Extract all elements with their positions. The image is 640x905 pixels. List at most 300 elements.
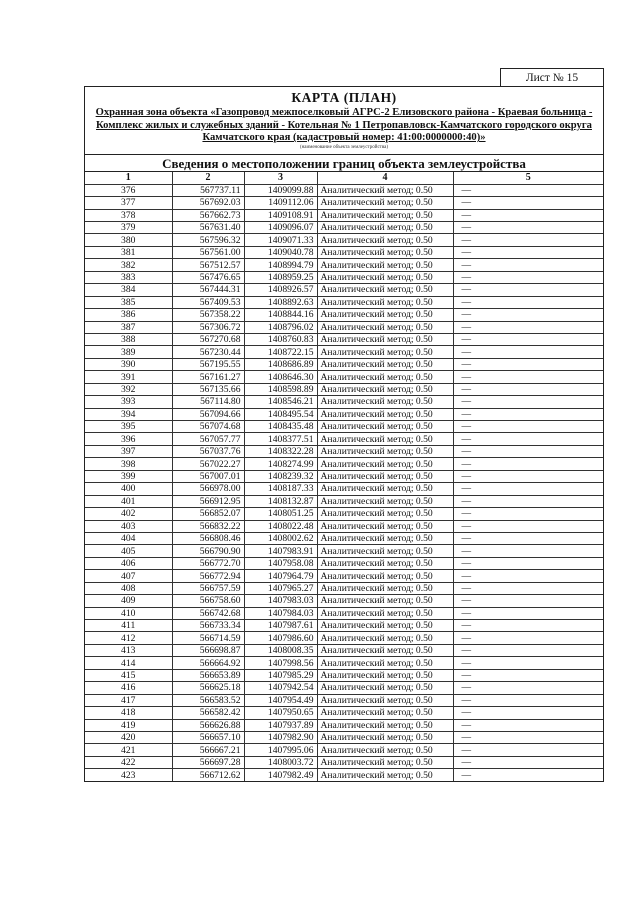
coordinate-x-cell: 566758.60 [172,595,244,607]
point-number-cell: 392 [85,383,172,395]
table-row [85,557,603,569]
table-row [85,532,603,544]
point-number-cell: 391 [85,371,172,383]
coordinate-x-cell: 566625.18 [172,682,244,694]
coordinate-x-cell: 566852.07 [172,508,244,520]
table-row [85,483,603,495]
description-cell: — [453,458,603,470]
coordinate-y-cell: 1408844.16 [244,309,317,321]
description-cell: — [453,595,603,607]
point-number-cell: 401 [85,495,172,507]
coordinate-x-cell: 567135.66 [172,383,244,395]
coordinate-y-cell: 1408274.99 [244,458,317,470]
table-row [85,321,603,333]
coordinate-x-cell: 567512.57 [172,259,244,271]
coordinate-x-cell: 566657.10 [172,731,244,743]
title-block [85,87,603,155]
method-accuracy-cell: Аналитический метод; 0.50 [317,582,453,594]
coordinate-y-cell: 1408002.62 [244,532,317,544]
coordinate-x-cell: 567662.73 [172,209,244,221]
point-number-cell: 390 [85,358,172,370]
coordinate-y-cell: 1408686.89 [244,358,317,370]
coordinate-x-cell: 567409.53 [172,296,244,308]
point-number-cell: 404 [85,532,172,544]
point-number-cell: 410 [85,607,172,619]
point-number-cell: 394 [85,408,172,420]
point-number-cell: 407 [85,570,172,582]
table-row [85,620,603,632]
description-cell: — [453,234,603,246]
method-accuracy-cell: Аналитический метод; 0.50 [317,408,453,420]
coordinate-y-cell: 1407983.91 [244,545,317,557]
point-number-cell: 422 [85,756,172,768]
table-row [85,358,603,370]
description-cell: — [453,396,603,408]
method-accuracy-cell: Аналитический метод; 0.50 [317,632,453,644]
coordinate-x-cell: 566667.21 [172,744,244,756]
coordinate-x-cell: 566912.95 [172,495,244,507]
method-accuracy-cell: Аналитический метод; 0.50 [317,769,453,781]
point-number-cell: 377 [85,197,172,209]
point-number-cell: 415 [85,669,172,681]
table-row [85,657,603,669]
coordinate-x-cell: 566790.90 [172,545,244,557]
method-accuracy-cell: Аналитический метод; 0.50 [317,197,453,209]
object-name-caption: (наименование объекта землеустройства) [299,144,389,150]
table-row [85,222,603,234]
description-cell: — [453,657,603,669]
point-number-cell: 412 [85,632,172,644]
table-row [85,184,603,196]
method-accuracy-cell: Аналитический метод; 0.50 [317,421,453,433]
point-number-cell: 388 [85,333,172,345]
coordinate-x-cell: 566978.00 [172,483,244,495]
description-cell: — [453,333,603,345]
description-cell: — [453,483,603,495]
point-number-cell: 396 [85,433,172,445]
table-row [85,682,603,694]
method-accuracy-cell: Аналитический метод; 0.50 [317,358,453,370]
method-accuracy-cell: Аналитический метод; 0.50 [317,396,453,408]
coordinate-x-cell: 567230.44 [172,346,244,358]
point-number-cell: 386 [85,309,172,321]
description-cell: — [453,669,603,681]
coordinate-y-cell: 1408646.30 [244,371,317,383]
method-accuracy-cell: Аналитический метод; 0.50 [317,483,453,495]
point-number-cell: 385 [85,296,172,308]
table-row [85,495,603,507]
description-cell: — [453,520,603,532]
description-cell: — [453,508,603,520]
coordinate-y-cell: 1408377.51 [244,433,317,445]
description-cell: — [453,495,603,507]
description-cell: — [453,408,603,420]
coordinate-y-cell: 1408994.79 [244,259,317,271]
table-row [85,508,603,520]
description-cell: — [453,271,603,283]
coordinate-x-cell: 567195.55 [172,358,244,370]
method-accuracy-cell: Аналитический метод; 0.50 [317,246,453,258]
coordinate-x-cell: 566772.94 [172,570,244,582]
coordinate-x-cell: 566757.59 [172,582,244,594]
point-number-cell: 400 [85,483,172,495]
method-accuracy-cell: Аналитический метод; 0.50 [317,657,453,669]
point-number-cell: 397 [85,445,172,457]
table-row [85,346,603,358]
coordinate-x-cell: 566714.59 [172,632,244,644]
method-accuracy-cell: Аналитический метод; 0.50 [317,309,453,321]
coordinate-y-cell: 1409112.06 [244,197,317,209]
point-number-cell: 402 [85,508,172,520]
table-row [85,271,603,283]
method-accuracy-cell: Аналитический метод; 0.50 [317,371,453,383]
point-number-cell: 387 [85,321,172,333]
method-accuracy-cell: Аналитический метод; 0.50 [317,707,453,719]
coordinate-x-cell: 567631.40 [172,222,244,234]
coordinate-x-cell: 567358.22 [172,309,244,321]
description-cell: — [453,620,603,632]
table-row [85,383,603,395]
sheet-number: Лист № 15 [500,68,604,86]
table-row [85,246,603,258]
coordinate-y-cell: 1409040.78 [244,246,317,258]
coordinate-x-cell: 567022.27 [172,458,244,470]
table-row [85,570,603,582]
table-header-row [85,172,603,184]
method-accuracy-cell: Аналитический метод; 0.50 [317,271,453,283]
coordinate-y-cell: 1407995.06 [244,744,317,756]
coordinate-y-cell: 1408722.15 [244,346,317,358]
table-row [85,632,603,644]
coordinates-table [85,172,603,781]
point-number-cell: 393 [85,396,172,408]
description-cell: — [453,744,603,756]
table-row [85,669,603,681]
table-row [85,582,603,594]
description-cell: — [453,383,603,395]
method-accuracy-cell: Аналитический метод; 0.50 [317,682,453,694]
coordinate-x-cell: 567737.11 [172,184,244,196]
point-number-cell: 403 [85,520,172,532]
coordinate-x-cell: 567270.68 [172,333,244,345]
method-accuracy-cell: Аналитический метод; 0.50 [317,570,453,582]
coordinate-x-cell: 566698.87 [172,644,244,656]
table-row [85,408,603,420]
coordinate-y-cell: 1407942.54 [244,682,317,694]
method-accuracy-cell: Аналитический метод; 0.50 [317,321,453,333]
description-cell: — [453,570,603,582]
coordinate-y-cell: 1407984.03 [244,607,317,619]
coordinate-x-cell: 567037.76 [172,445,244,457]
point-number-cell: 378 [85,209,172,221]
coordinate-x-cell: 566626.88 [172,719,244,731]
method-accuracy-cell: Аналитический метод; 0.50 [317,520,453,532]
table-row [85,694,603,706]
point-number-cell: 421 [85,744,172,756]
coordinate-x-cell: 567057.77 [172,433,244,445]
method-accuracy-cell: Аналитический метод; 0.50 [317,508,453,520]
description-cell: — [453,707,603,719]
coordinate-y-cell: 1407985.29 [244,669,317,681]
coordinate-y-cell: 1409108.91 [244,209,317,221]
table-row [85,756,603,768]
coordinate-y-cell: 1407937.89 [244,719,317,731]
coordinate-y-cell: 1408008.35 [244,644,317,656]
coordinate-y-cell: 1408892.63 [244,296,317,308]
description-cell: — [453,545,603,557]
table-row [85,520,603,532]
coordinate-y-cell: 1407982.49 [244,769,317,781]
table-row [85,744,603,756]
table-row [85,644,603,656]
table-row [85,421,603,433]
coordinate-y-cell: 1408926.57 [244,284,317,296]
coordinate-x-cell: 567094.66 [172,408,244,420]
method-accuracy-cell: Аналитический метод; 0.50 [317,296,453,308]
coordinate-y-cell: 1408495.54 [244,408,317,420]
table-row [85,333,603,345]
table-row [85,769,603,781]
method-accuracy-cell: Аналитический метод; 0.50 [317,284,453,296]
method-accuracy-cell: Аналитический метод; 0.50 [317,445,453,457]
description-cell: — [453,769,603,781]
point-number-cell: 408 [85,582,172,594]
method-accuracy-cell: Аналитический метод; 0.50 [317,259,453,271]
description-cell: — [453,582,603,594]
description-cell: — [453,421,603,433]
table-row [85,719,603,731]
point-number-cell: 423 [85,769,172,781]
description-cell: — [453,532,603,544]
point-number-cell: 389 [85,346,172,358]
column-header: 5 [453,172,603,184]
table-row [85,234,603,246]
description-cell: — [453,209,603,221]
description-cell: — [453,358,603,370]
method-accuracy-cell: Аналитический метод; 0.50 [317,532,453,544]
table-row [85,607,603,619]
point-number-cell: 395 [85,421,172,433]
point-number-cell: 411 [85,620,172,632]
table-row [85,296,603,308]
column-header: 2 [172,172,244,184]
point-number-cell: 409 [85,595,172,607]
method-accuracy-cell: Аналитический метод; 0.50 [317,557,453,569]
description-cell: — [453,557,603,569]
point-number-cell: 399 [85,470,172,482]
method-accuracy-cell: Аналитический метод; 0.50 [317,607,453,619]
coordinate-x-cell: 566733.34 [172,620,244,632]
point-number-cell: 413 [85,644,172,656]
table-row [85,545,603,557]
method-accuracy-cell: Аналитический метод; 0.50 [317,644,453,656]
column-header: 1 [85,172,172,184]
method-accuracy-cell: Аналитический метод; 0.50 [317,346,453,358]
description-cell: — [453,607,603,619]
coordinate-y-cell: 1408051.25 [244,508,317,520]
description-cell: — [453,644,603,656]
point-number-cell: 398 [85,458,172,470]
coordinate-x-cell: 567161.27 [172,371,244,383]
coordinate-y-cell: 1408022.48 [244,520,317,532]
method-accuracy-cell: Аналитический метод; 0.50 [317,222,453,234]
table-row [85,371,603,383]
coordinate-y-cell: 1408796.02 [244,321,317,333]
point-number-cell: 419 [85,719,172,731]
description-cell: — [453,719,603,731]
table-row [85,396,603,408]
method-accuracy-cell: Аналитический метод; 0.50 [317,470,453,482]
coordinate-x-cell: 566653.89 [172,669,244,681]
coordinate-x-cell: 567007.01 [172,470,244,482]
coordinate-x-cell: 567444.31 [172,284,244,296]
coordinate-y-cell: 1409096.07 [244,222,317,234]
coordinate-y-cell: 1407954.49 [244,694,317,706]
coordinate-y-cell: 1408239.32 [244,470,317,482]
table-row [85,470,603,482]
coordinate-x-cell: 567114.80 [172,396,244,408]
table-row [85,197,603,209]
point-number-cell: 383 [85,271,172,283]
coordinate-y-cell: 1408760.83 [244,333,317,345]
document-frame [84,86,604,782]
point-number-cell: 379 [85,222,172,234]
table-row [85,433,603,445]
method-accuracy-cell: Аналитический метод; 0.50 [317,495,453,507]
point-number-cell: 417 [85,694,172,706]
coordinate-y-cell: 1408598.89 [244,383,317,395]
description-cell: — [453,632,603,644]
column-header: 4 [317,172,453,184]
coordinate-x-cell: 566772.70 [172,557,244,569]
coordinate-x-cell: 566664.92 [172,657,244,669]
coordinate-y-cell: 1408187.33 [244,483,317,495]
point-number-cell: 405 [85,545,172,557]
coordinate-y-cell: 1409099.88 [244,184,317,196]
coordinate-y-cell: 1409071.33 [244,234,317,246]
description-cell: — [453,756,603,768]
description-cell: — [453,259,603,271]
coordinate-y-cell: 1408003.72 [244,756,317,768]
object-name: Охранная зона объекта «Газопровод межпоселковый АГРС-2 Елизовского района - Краевая больница - Комплекс жилых и служебных зданий - Котельная № 1 Петропавловск-Камчатского городского округа Камчатского края (кадастровый номер: 41:00:0000000:40)» [95,107,593,144]
coordinate-x-cell: 566583.52 [172,694,244,706]
point-number-cell: 420 [85,731,172,743]
table-row [85,284,603,296]
point-number-cell: 418 [85,707,172,719]
method-accuracy-cell: Аналитический метод; 0.50 [317,209,453,221]
coordinate-x-cell: 566742.68 [172,607,244,619]
point-number-cell: 416 [85,682,172,694]
coordinate-y-cell: 1407983.03 [244,595,317,607]
description-cell: — [453,284,603,296]
method-accuracy-cell: Аналитический метод; 0.50 [317,620,453,632]
method-accuracy-cell: Аналитический метод; 0.50 [317,595,453,607]
coordinate-x-cell: 566697.28 [172,756,244,768]
coordinate-y-cell: 1407987.61 [244,620,317,632]
point-number-cell: 384 [85,284,172,296]
table-row [85,595,603,607]
table-row [85,259,603,271]
method-accuracy-cell: Аналитический метод; 0.50 [317,383,453,395]
method-accuracy-cell: Аналитический метод; 0.50 [317,184,453,196]
point-number-cell: 381 [85,246,172,258]
method-accuracy-cell: Аналитический метод; 0.50 [317,694,453,706]
coordinate-y-cell: 1407965.27 [244,582,317,594]
coordinate-y-cell: 1407982.90 [244,731,317,743]
document-title: КАРТА (ПЛАН) [291,90,397,105]
coordinate-y-cell: 1407964.79 [244,570,317,582]
table-body [85,184,603,781]
table-row [85,458,603,470]
coordinate-y-cell: 1407950.65 [244,707,317,719]
method-accuracy-cell: Аналитический метод; 0.50 [317,433,453,445]
point-number-cell: 382 [85,259,172,271]
table-row [85,731,603,743]
method-accuracy-cell: Аналитический метод; 0.50 [317,545,453,557]
description-cell: — [453,246,603,258]
column-header: 3 [244,172,317,184]
method-accuracy-cell: Аналитический метод; 0.50 [317,234,453,246]
coordinate-x-cell: 567596.32 [172,234,244,246]
coordinate-x-cell: 566582.42 [172,707,244,719]
description-cell: — [453,470,603,482]
description-cell: — [453,371,603,383]
method-accuracy-cell: Аналитический метод; 0.50 [317,458,453,470]
coordinate-y-cell: 1407986.60 [244,632,317,644]
method-accuracy-cell: Аналитический метод; 0.50 [317,669,453,681]
description-cell: — [453,321,603,333]
method-accuracy-cell: Аналитический метод; 0.50 [317,731,453,743]
coordinate-x-cell: 567561.00 [172,246,244,258]
coordinate-y-cell: 1408132.87 [244,495,317,507]
coordinate-y-cell: 1408546.21 [244,396,317,408]
coordinate-x-cell: 567306.72 [172,321,244,333]
method-accuracy-cell: Аналитический метод; 0.50 [317,719,453,731]
document-sheet [84,68,604,782]
point-number-cell: 406 [85,557,172,569]
coordinate-x-cell: 567074.68 [172,421,244,433]
table-row [85,707,603,719]
description-cell: — [453,222,603,234]
coordinate-y-cell: 1408959.25 [244,271,317,283]
coordinate-y-cell: 1408435.48 [244,421,317,433]
table-row [85,209,603,221]
point-number-cell: 380 [85,234,172,246]
point-number-cell: 414 [85,657,172,669]
description-cell: — [453,184,603,196]
coordinate-x-cell: 566832.22 [172,520,244,532]
description-cell: — [453,682,603,694]
description-cell: — [453,296,603,308]
method-accuracy-cell: Аналитический метод; 0.50 [317,333,453,345]
description-cell: — [453,694,603,706]
method-accuracy-cell: Аналитический метод; 0.50 [317,744,453,756]
point-number-cell: 376 [85,184,172,196]
section-title: Сведения о местоположении границ объекта землеустройства [85,155,603,172]
coordinate-y-cell: 1408322.28 [244,445,317,457]
coordinate-y-cell: 1407998.56 [244,657,317,669]
coordinate-x-cell: 567476.65 [172,271,244,283]
description-cell: — [453,445,603,457]
method-accuracy-cell: Аналитический метод; 0.50 [317,756,453,768]
coordinate-x-cell: 566712.62 [172,769,244,781]
table-row [85,309,603,321]
description-cell: — [453,731,603,743]
description-cell: — [453,309,603,321]
table-row [85,445,603,457]
description-cell: — [453,346,603,358]
description-cell: — [453,433,603,445]
